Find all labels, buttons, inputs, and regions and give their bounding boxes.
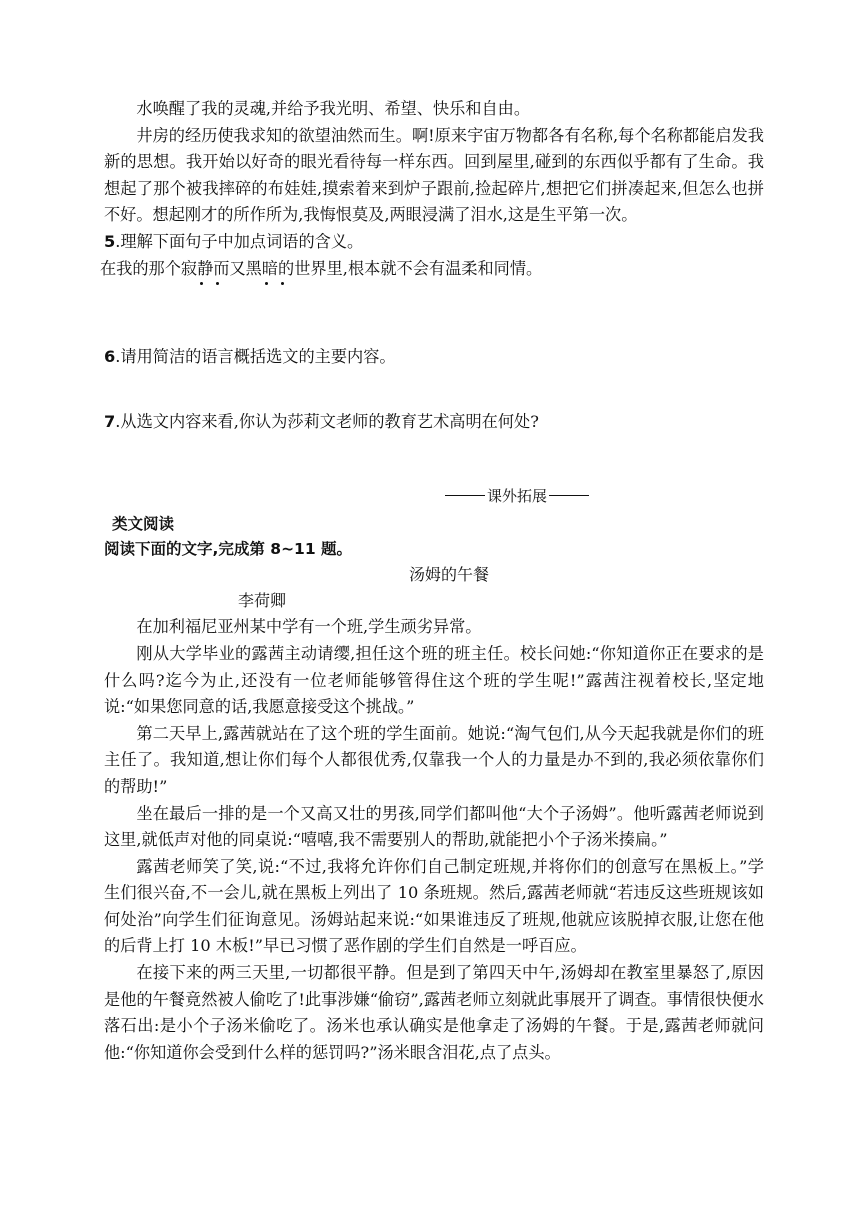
emphasis-dot xyxy=(265,282,268,285)
question-5-number: 5 xyxy=(104,231,116,251)
emphasis-dot xyxy=(216,282,219,285)
prev-passage-paragraph-2: 井房的经历使我求知的欲望油然而生。啊!原来宇宙万物都各有名称,每个名称都能启发我新的思想。我开始以好奇的眼光看待每一样东西。回到屋里,碰到的东西似乎都有了生命。我想起了那个被我摔碎的布娃娃,摸索着来到炉子跟前,捡起碎片,想把它们拼凑起来,但怎么也拼不好。想起刚才的所作所为,我悔恨莫及,两眼浸满了泪水,这是生平第一次。 xyxy=(104,125,764,225)
question-6-number: 6 xyxy=(104,347,116,367)
emphasis-dot xyxy=(200,282,203,285)
emphasis-dot xyxy=(281,282,284,285)
section-subhead: 类文阅读 xyxy=(112,515,175,534)
question-6-text: .请用简洁的语言概括选文的主要内容。 xyxy=(115,347,396,367)
section-rule-left xyxy=(445,495,485,496)
question-5-sentence: 在我的那个寂静而又黑暗的世界里,根本就不会有温柔和同情。 xyxy=(100,258,543,278)
emphasis-dots xyxy=(104,282,764,288)
article-paragraph: 第二天早上,露茜就站在了这个班的学生面前。她说:“淘气包们,从今天起我就是你们的班主任了。我知道,想让你们每个人都很优秀,仅靠我一个人的力量是办不到的,我必须依靠你们的帮助!” xyxy=(104,723,764,796)
section-title xyxy=(104,485,764,506)
question-7-number: 7 xyxy=(104,411,116,431)
section-rule-right xyxy=(549,495,589,496)
document-page xyxy=(100,96,764,1066)
section-instruction: 阅读下面的文字,完成第 8~11 题。 xyxy=(104,540,353,559)
question-7 xyxy=(104,409,764,436)
prev-passage-paragraph-1: 水唤醒了我的灵魂,并给予我光明、希望、快乐和自由。 xyxy=(136,99,531,118)
question-5-text: .理解下面句子中加点词语的含义。 xyxy=(115,231,364,251)
article-paragraph: 露茜老师笑了笑,说:“不过,我将允许你们自己制定班规,并将你们的创意写在黑板上。”学生们很兴奋,不一会儿,就在黑板上列出了 10 条班规。然后,露茜老师就“若违反这些班规该如何处治”向学生们征询意见。汤姆站起来说:“如果谁违反了班规,他就应该脱掉衣服,让您在他的后背上打 10 木板!”早已习惯了恶作剧的学生们自然是一呼百应。 xyxy=(104,856,764,956)
article-paragraph: 刚从大学毕业的露茜主动请缨,担任这个班的班主任。校长问她:“你知道你正在要求的是什么吗?迄今为止,还没有一位老师能够管得住这个班的学生呢!”露茜注视着校长,坚定地说:“如果您同意的话,我愿意接受这个挑战。” xyxy=(104,643,764,717)
question-7-text: .从选文内容来看,你认为莎莉文老师的教育艺术高明在何处? xyxy=(115,411,539,431)
article-paragraph: 在接下来的两三天里,一切都很平静。但是到了第四天中午,汤姆却在教室里暴怒了,原因是他的午餐竟然被人偷吃了!此事涉嫌“偷窃”,露茜老师立刻就此事展开了调查。事情很快便水落石出:是小个子汤米偷吃了。汤米也承认确实是他拿走了汤姆的午餐。于是,露茜老师就问他:“你知道你会受到什么样的惩罚吗?”汤米眼含泪花,点了点头。 xyxy=(104,963,764,1062)
question-6 xyxy=(104,344,764,371)
section-title-text: 课外拓展 xyxy=(486,487,547,506)
article-paragraph: 在加利福尼亚州某中学有一个班,学生顽劣异常。 xyxy=(136,617,482,637)
article-paragraph: 坐在最后一排的是一个又高又壮的男孩,同学们都叫他“大个子汤姆”。他听露茜老师说到这里,就低声对他的同桌说:“嘻嘻,我不需要别人的帮助,就能把小个子汤米揍扁。” xyxy=(104,803,764,850)
question-5 xyxy=(104,229,764,256)
article-author: 李荷卿 xyxy=(238,591,287,611)
article-title: 汤姆的午餐 xyxy=(408,565,489,585)
